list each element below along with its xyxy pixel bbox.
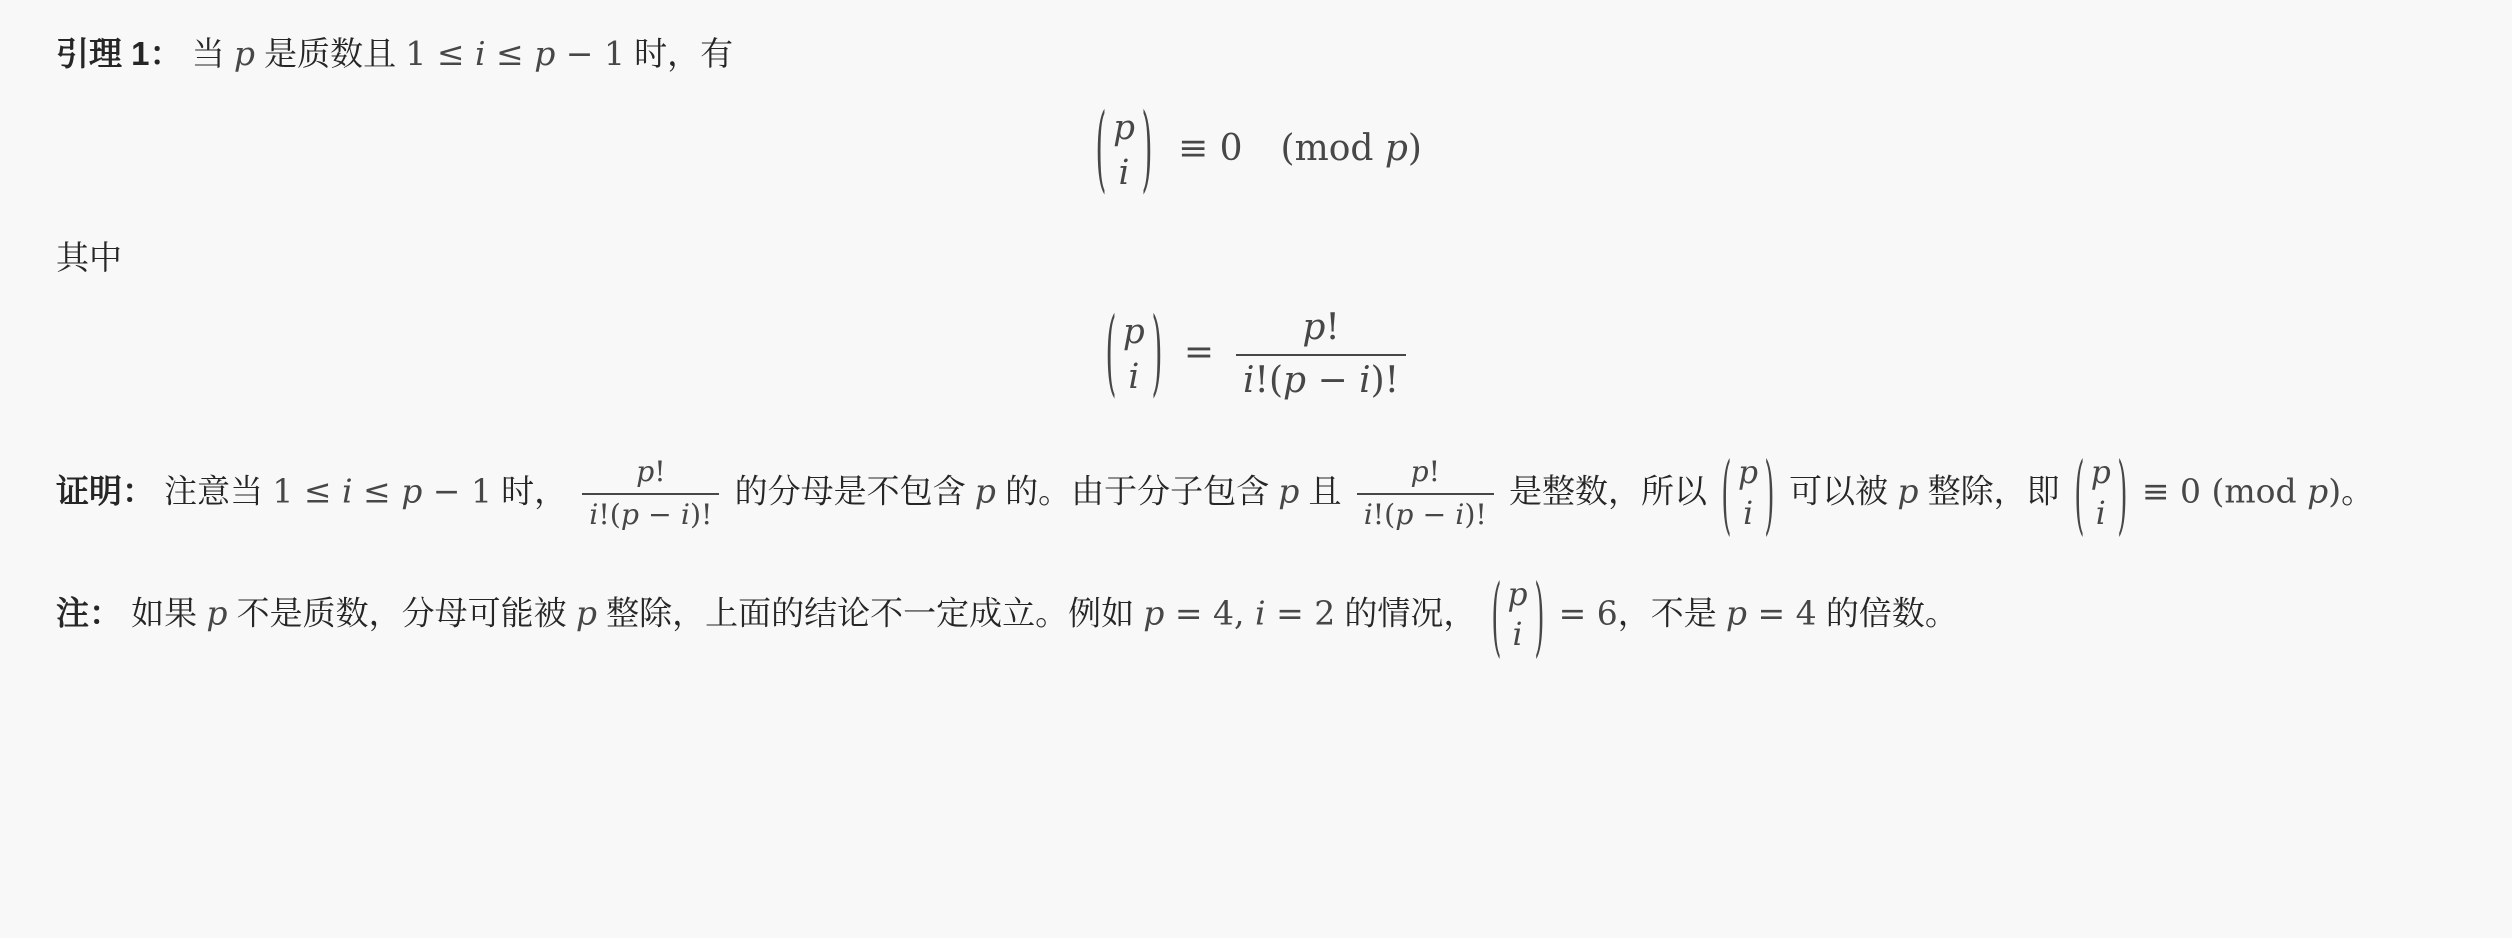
math-token: ≤ [485, 34, 535, 73]
math-token: p [401, 471, 423, 511]
fraction-denominator [1236, 354, 1406, 405]
math-var-i: i [1255, 593, 1266, 633]
note-text: 的情况， [1344, 594, 1486, 632]
math-token: − [1306, 359, 1360, 401]
binom-column [1118, 310, 1150, 399]
math-token: !( [1372, 497, 1396, 531]
math-token: − [639, 497, 681, 531]
left-paren: ( [1105, 300, 1117, 407]
math-var-p: p [1897, 471, 1919, 511]
example-values [1726, 593, 1817, 632]
math-var-p: p [1725, 593, 1747, 633]
math-token: 1 ≤ [405, 34, 475, 73]
left-paren: ( [2074, 442, 2085, 545]
math-token: !( [598, 497, 621, 531]
binomial-coefficient [1094, 93, 1154, 208]
math-var-p: p [233, 34, 255, 73]
binomial-coefficient [1490, 562, 1546, 669]
note-label: 注： [56, 594, 122, 632]
binom-value: = 6 [1558, 593, 1618, 633]
math-token: ! [1428, 454, 1441, 488]
where-paragraph [56, 232, 2456, 283]
right-paren: ) [1764, 442, 1775, 545]
math-token: p [1122, 312, 1145, 353]
right-paren: ) [2117, 442, 2128, 545]
math-token: p [1283, 359, 1307, 401]
math-token: p [1395, 497, 1414, 531]
factorial-fraction [1236, 305, 1406, 405]
proof-text: 。 [2341, 472, 2375, 510]
lemma-text: 当 [191, 35, 234, 72]
binomial-coefficient [1720, 440, 1776, 547]
fraction-numerator [629, 454, 673, 493]
inline-condition [272, 472, 492, 511]
factorial-fraction [582, 454, 719, 534]
math-token: p [1302, 306, 1326, 348]
math-token: !( [1254, 359, 1284, 401]
math-token: − 1 [555, 34, 625, 73]
math-token: p [2090, 455, 2111, 492]
note-text: 不是质数，分母可能被 [236, 594, 576, 632]
left-paren: ( [1095, 96, 1107, 203]
binom-column [2086, 453, 2116, 534]
proof-text: 注意当 [164, 472, 273, 510]
math-token: i [1118, 152, 1130, 193]
fraction-numerator [1295, 305, 1347, 354]
lemma-text: 时，有 [634, 35, 734, 72]
display-formula-congruence [56, 93, 2456, 208]
math-token: = 4 [1747, 593, 1817, 633]
math-token: i [1512, 617, 1523, 654]
binom-column [1502, 575, 1532, 656]
math-var-p: p [1278, 471, 1300, 511]
right-paren: ) [1533, 564, 1544, 666]
math-token: p [1410, 454, 1429, 488]
proof-text: 可以被 [1789, 472, 1898, 510]
lemma-label: 引理 1： [56, 35, 183, 72]
math-token: i [1128, 356, 1140, 397]
note-text: 如果 [131, 594, 207, 632]
note-text: 的倍数。 [1825, 594, 1958, 632]
math-token: ! [654, 454, 666, 488]
math-token: − 1 [422, 471, 492, 511]
math-token: p [1507, 576, 1528, 613]
fraction-denominator [582, 493, 719, 534]
proof-text: 的。由于分子包含 [1005, 472, 1279, 510]
math-token: ≤ [352, 471, 402, 511]
right-paren: ) [1151, 300, 1163, 407]
binom-column [1733, 453, 1763, 534]
math-token: ) [2328, 471, 2342, 511]
math-token: (mod [1280, 127, 1385, 169]
equals-sign: = [1183, 331, 1214, 373]
math-token: i [1455, 497, 1465, 531]
math-var-p: p [1384, 127, 1408, 169]
math-token: − [1413, 497, 1456, 531]
math-var-p: p [2307, 471, 2329, 511]
note-text: ，不是 [1617, 594, 1726, 632]
math-var-p: p [206, 593, 228, 633]
proof-paragraph [56, 440, 2456, 547]
math-token: )! [1370, 359, 1400, 401]
note-paragraph [56, 562, 2456, 669]
binomial-coefficient [1104, 297, 1164, 412]
fraction-denominator [1357, 493, 1494, 534]
math-token: )! [689, 497, 713, 531]
math-token: = 4, [1164, 593, 1256, 633]
math-token: p [1738, 455, 1759, 492]
math-token: i [1359, 359, 1371, 401]
math-token: i [2095, 495, 2106, 532]
math-token: i [341, 471, 353, 511]
math-var-p: p [1143, 593, 1165, 633]
mod-group [1281, 128, 1422, 169]
proof-text: 时， [501, 472, 577, 510]
factorial-fraction [1357, 454, 1494, 534]
math-token: = 2 [1265, 593, 1336, 633]
math-token: )! [1464, 497, 1487, 531]
proof-text: 整除，即 [1927, 472, 2069, 510]
math-token: p [620, 497, 640, 531]
math-var-p: p [575, 593, 597, 633]
math-token: i [1242, 359, 1255, 401]
right-paren: ) [1141, 96, 1153, 203]
binom-column [1108, 106, 1140, 195]
proof-text: 且 [1308, 472, 1351, 510]
congruence-relation: ≡ 0 [1178, 127, 1243, 169]
math-token: i [1743, 495, 1754, 532]
math-token: i [1363, 497, 1373, 531]
where-text: 其中 [56, 239, 122, 277]
math-token: ! [1325, 306, 1340, 348]
proof-label: 证明： [56, 472, 155, 510]
inline-condition [405, 34, 625, 73]
proof-text: 的分母是不包含 [734, 472, 975, 510]
math-token: i [474, 34, 486, 73]
math-token: i [680, 497, 690, 531]
display-formula-definition [56, 297, 2456, 412]
math-token: p [1113, 108, 1135, 149]
math-token: 1 ≤ [272, 471, 342, 511]
math-var-p: p [974, 471, 996, 511]
math-token: p [534, 34, 556, 73]
math-token: ≡ 0 (mod [2141, 471, 2308, 511]
congruence-tail [2142, 472, 2341, 511]
math-token: p [636, 454, 655, 488]
binomial-coefficient [2073, 440, 2129, 547]
lemma-text: 是质数且 [264, 35, 406, 72]
fraction-numerator [1403, 454, 1447, 493]
math-token: ) [1407, 127, 1422, 169]
note-text: 整除，上面的结论不一定成立。例如 [606, 594, 1144, 632]
example-values [1143, 593, 1335, 632]
proof-text: 是整数，所以 [1509, 472, 1717, 510]
math-token: i [589, 497, 599, 531]
lemma-paragraph [56, 28, 2456, 79]
left-paren: ( [1721, 442, 1732, 545]
left-paren: ( [1490, 564, 1502, 666]
